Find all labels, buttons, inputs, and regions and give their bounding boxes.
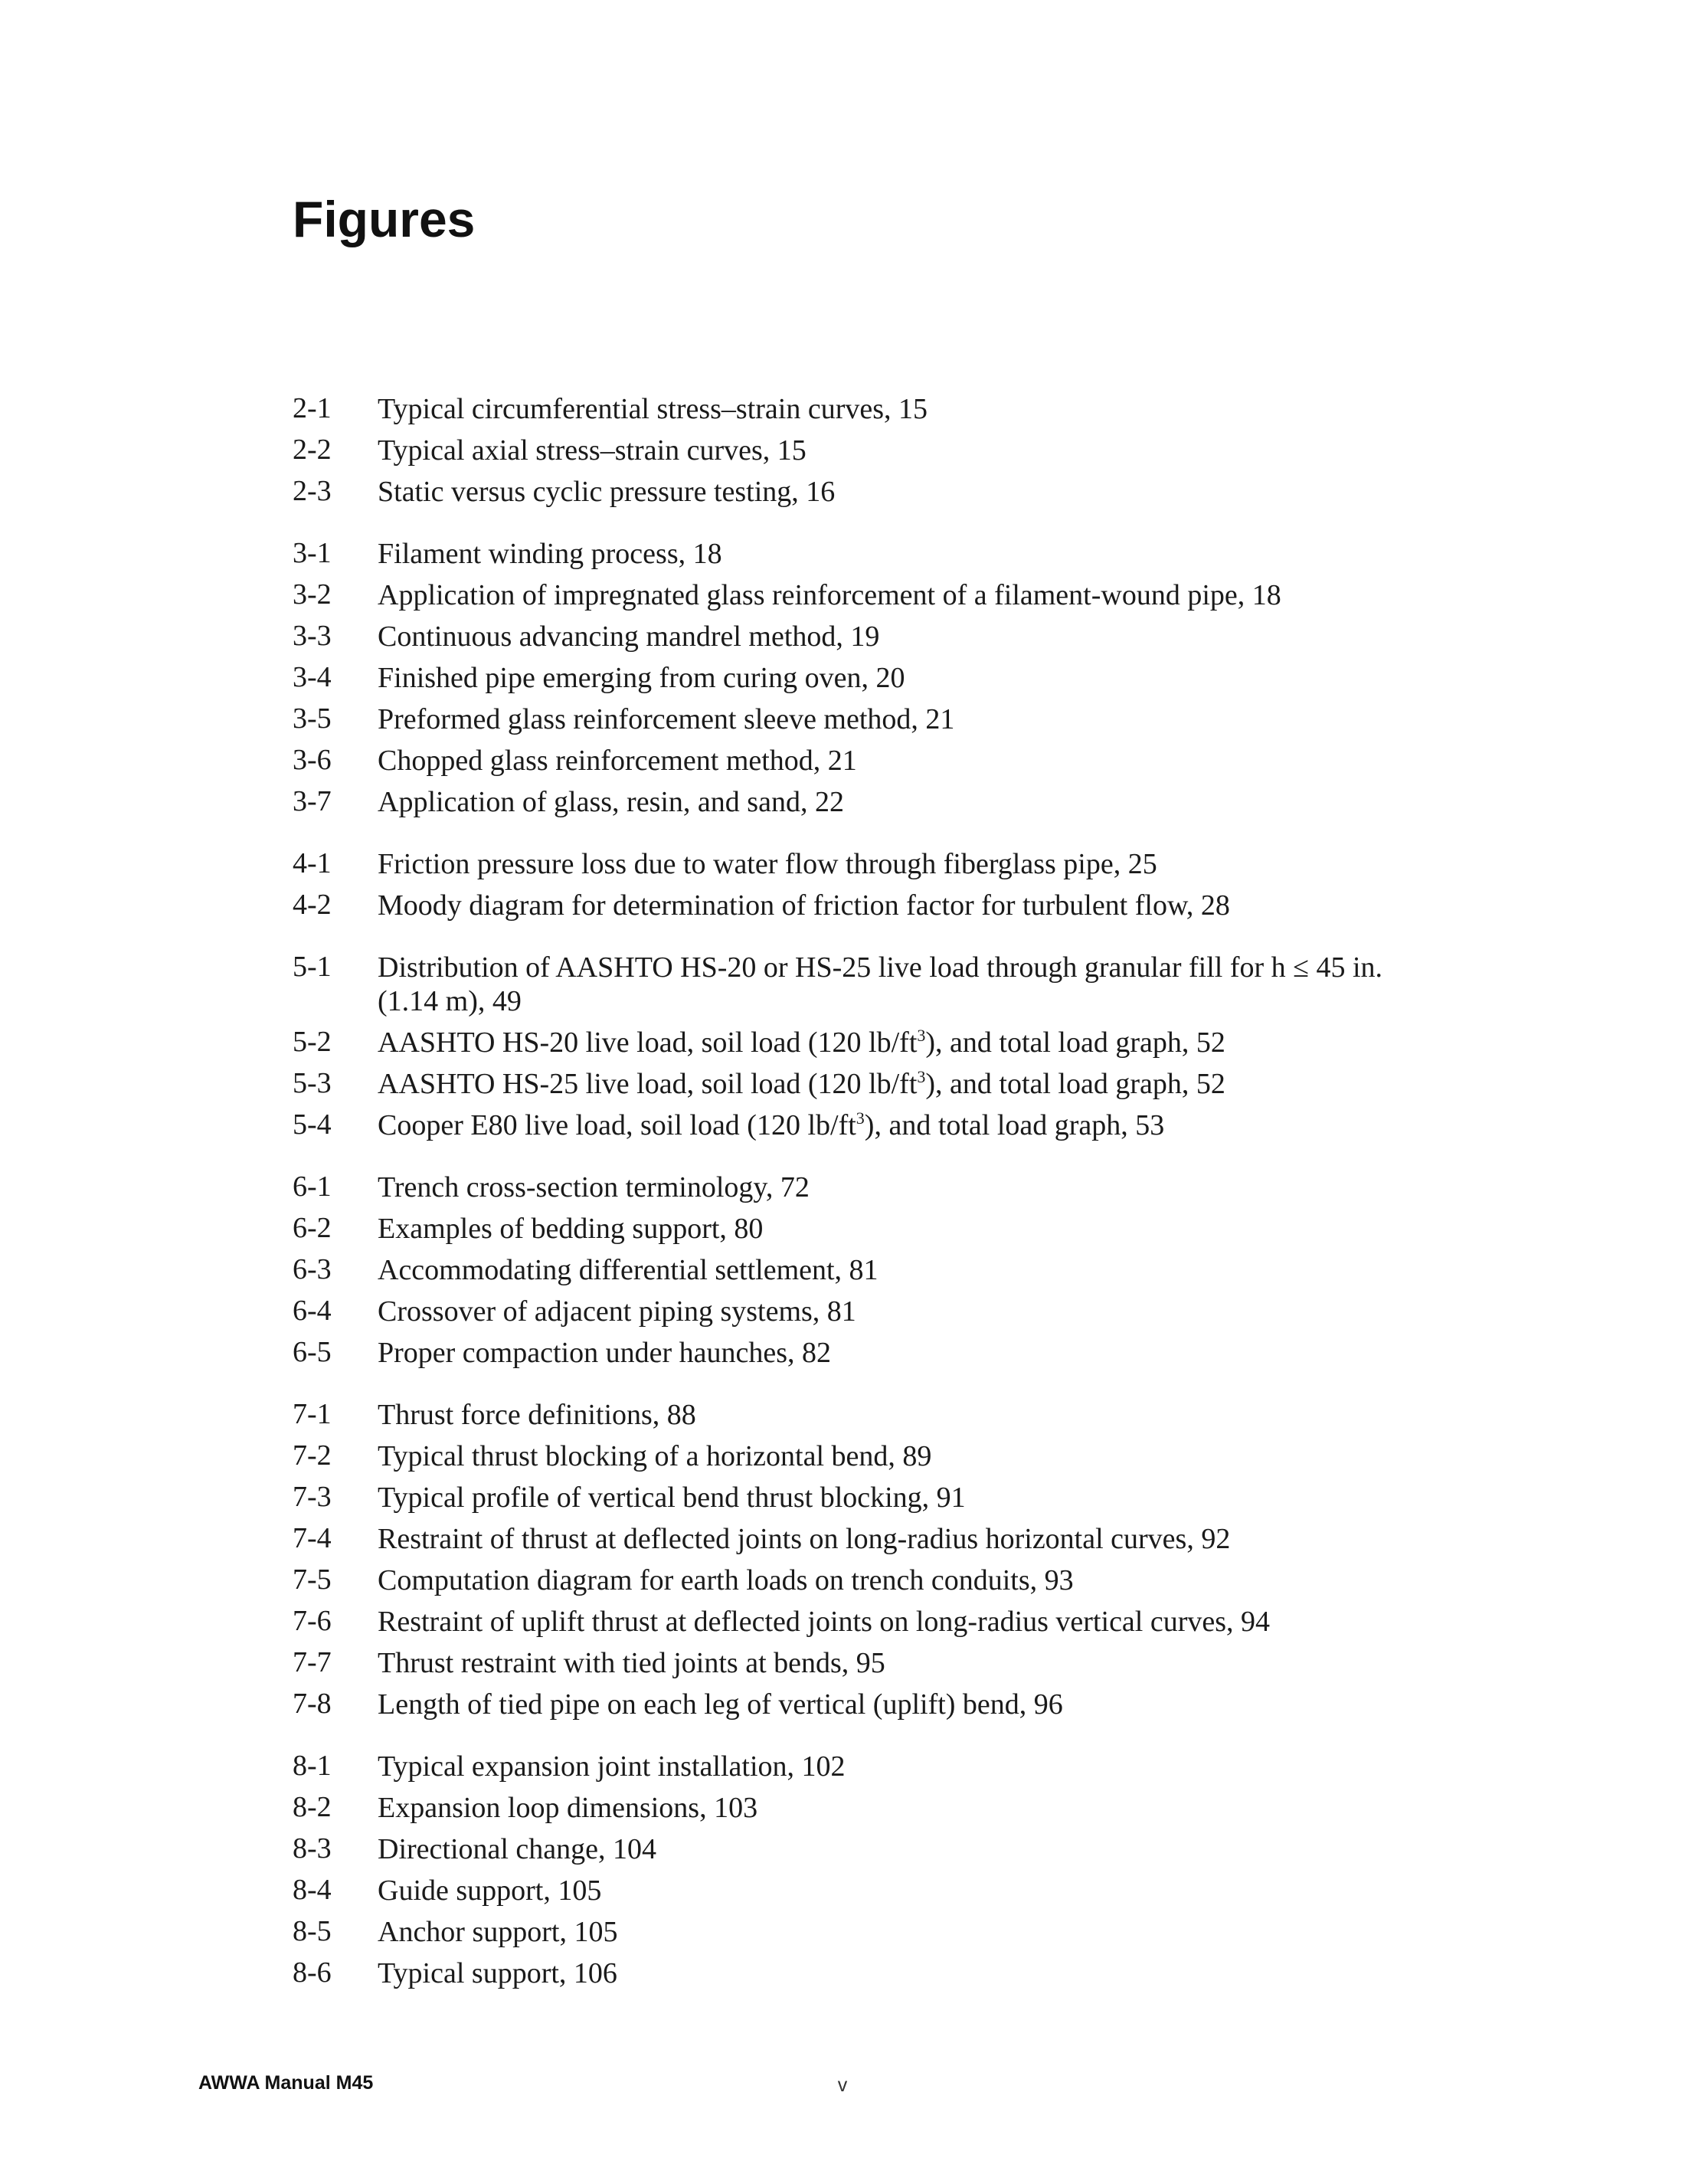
figure-group xyxy=(293,947,1411,1146)
figure-title-text: Directional change, 104 xyxy=(378,1833,657,1865)
figure-title xyxy=(378,1953,1411,1994)
figure-title xyxy=(378,1105,1411,1146)
figure-entry xyxy=(293,616,1411,657)
figure-number: 7-5 xyxy=(293,1564,332,1596)
figure-number: 8-5 xyxy=(293,1915,332,1947)
figure-title xyxy=(378,1829,1411,1870)
figure-title-text: ), and total load graph, 53 xyxy=(864,1109,1165,1141)
figure-number: 3-3 xyxy=(293,620,332,652)
figure-number: 6-2 xyxy=(293,1212,332,1244)
figure-title xyxy=(378,740,1411,781)
figure-number: 8-2 xyxy=(293,1791,332,1823)
figure-number: 6-3 xyxy=(293,1253,332,1285)
figure-title-text: Static versus cyclic pressure testing, 16 xyxy=(378,476,836,508)
figure-number: 3-4 xyxy=(293,661,332,693)
figure-title-text: Thrust force definitions, 88 xyxy=(378,1399,696,1431)
figure-title-text: Distribution of AASHTO HS-20 or HS-25 live load through granular fill for h ≤ 45 in. (1.14 m), 49 xyxy=(378,951,1383,1017)
figure-entry xyxy=(293,1953,1411,1994)
figure-title-text: AASHTO HS-20 live load, soil load (120 lb/ft xyxy=(378,1027,918,1059)
superscript: 3 xyxy=(917,1067,926,1086)
figure-title xyxy=(378,1063,1411,1105)
figure-entry xyxy=(293,699,1411,740)
figure-entry xyxy=(293,1870,1411,1911)
figure-title xyxy=(378,471,1411,512)
figure-entry xyxy=(293,1560,1411,1601)
figure-title-text: Computation diagram for earth loads on trench conduits, 93 xyxy=(378,1564,1074,1596)
figure-entry xyxy=(293,1518,1411,1560)
figure-title xyxy=(378,1684,1411,1725)
figure-entry xyxy=(293,1332,1411,1374)
page-title: Figures xyxy=(293,191,476,247)
figure-title xyxy=(378,843,1411,885)
figure-number: 5-4 xyxy=(293,1108,332,1141)
figure-number: 6-5 xyxy=(293,1336,332,1368)
figure-group xyxy=(293,1746,1411,1994)
figure-entry xyxy=(293,1167,1411,1208)
figure-entry xyxy=(293,1684,1411,1725)
figure-entry xyxy=(293,1063,1411,1105)
figure-number: 8-4 xyxy=(293,1874,332,1906)
figure-title-text: Accommodating differential settlement, 81 xyxy=(378,1254,878,1286)
figure-number: 5-1 xyxy=(293,951,332,983)
figure-entry xyxy=(293,430,1411,471)
figure-title-text: Examples of bedding support, 80 xyxy=(378,1213,764,1245)
figure-title-text: Typical support, 106 xyxy=(378,1957,617,1989)
figure-title-text: Proper compaction under haunches, 82 xyxy=(378,1337,831,1369)
figure-number: 2-2 xyxy=(293,434,332,466)
figure-number: 8-3 xyxy=(293,1832,332,1865)
footer-publication: AWWA Manual M45 xyxy=(198,2072,374,2094)
figure-title xyxy=(378,1642,1411,1684)
figure-number: 2-1 xyxy=(293,392,332,424)
figure-entry xyxy=(293,1022,1411,1063)
figure-entry xyxy=(293,885,1411,926)
figure-title-text: Preformed glass reinforcement sleeve method, 21 xyxy=(378,703,955,735)
figure-title xyxy=(378,657,1411,699)
figure-title xyxy=(378,430,1411,471)
figure-entry xyxy=(293,471,1411,512)
figure-group xyxy=(293,1394,1411,1725)
figure-entry xyxy=(293,1911,1411,1953)
figure-number: 3-7 xyxy=(293,785,332,817)
footer-page-number: v xyxy=(837,2074,848,2096)
figure-title-text: Finished pipe emerging from curing oven, 20 xyxy=(378,662,905,694)
figure-number: 6-4 xyxy=(293,1295,332,1327)
figure-title xyxy=(378,699,1411,740)
figure-title-text: Restraint of uplift thrust at deflected joints on long-radius vertical curves, 94 xyxy=(378,1606,1271,1638)
figure-number: 7-3 xyxy=(293,1481,332,1513)
figure-title xyxy=(378,1477,1411,1518)
figure-title xyxy=(378,388,1411,430)
figure-title xyxy=(378,616,1411,657)
figure-title xyxy=(378,1249,1411,1291)
figure-title-text: Friction pressure loss due to water flow through fiberglass pipe, 25 xyxy=(378,848,1157,880)
figure-title xyxy=(378,1022,1411,1063)
figure-group xyxy=(293,388,1411,512)
figure-group xyxy=(293,1167,1411,1374)
figure-title xyxy=(378,575,1411,616)
figure-entry xyxy=(293,1829,1411,1870)
figure-entry xyxy=(293,843,1411,885)
figure-title-text: Typical expansion joint installation, 102 xyxy=(378,1750,846,1783)
figure-number: 4-2 xyxy=(293,889,332,921)
figure-number: 7-8 xyxy=(293,1688,332,1720)
figure-entry xyxy=(293,740,1411,781)
figure-title xyxy=(378,1208,1411,1249)
figure-title-text: Filament winding process, 18 xyxy=(378,538,722,570)
figure-title xyxy=(378,1787,1411,1829)
figure-group xyxy=(293,533,1411,823)
superscript: 3 xyxy=(917,1026,926,1045)
figure-title-text: Trench cross-section terminology, 72 xyxy=(378,1171,810,1203)
figure-list xyxy=(293,388,1411,2015)
figure-number: 7-7 xyxy=(293,1646,332,1678)
figure-entry xyxy=(293,1436,1411,1477)
figure-entry xyxy=(293,575,1411,616)
figure-title xyxy=(378,1911,1411,1953)
figure-title xyxy=(378,1332,1411,1374)
figure-title-text: Anchor support, 105 xyxy=(378,1916,618,1948)
figure-entry xyxy=(293,1477,1411,1518)
figure-number: 7-4 xyxy=(293,1522,332,1554)
figure-number: 3-1 xyxy=(293,537,332,569)
figure-entry xyxy=(293,388,1411,430)
figure-title-text: Typical circumferential stress–strain curves, 15 xyxy=(378,393,928,425)
figure-title-text: Crossover of adjacent piping systems, 81 xyxy=(378,1295,856,1328)
figure-title-text: Guide support, 105 xyxy=(378,1875,602,1907)
figure-entry xyxy=(293,1105,1411,1146)
figure-number: 7-6 xyxy=(293,1605,332,1637)
figure-number: 5-3 xyxy=(293,1067,332,1099)
figure-number: 3-5 xyxy=(293,702,332,735)
figure-number: 8-6 xyxy=(293,1956,332,1989)
figure-entry xyxy=(293,781,1411,823)
figure-title-text: Application of impregnated glass reinforcement of a filament-wound pipe, 18 xyxy=(378,579,1281,611)
figure-entry xyxy=(293,1208,1411,1249)
figure-entry xyxy=(293,657,1411,699)
figure-title-text: Length of tied pipe on each leg of vertical (uplift) bend, 96 xyxy=(378,1688,1063,1721)
figure-number: 8-1 xyxy=(293,1750,332,1782)
figure-entry xyxy=(293,1291,1411,1332)
figure-title xyxy=(378,533,1411,575)
figure-title xyxy=(378,1601,1411,1642)
figure-number: 3-2 xyxy=(293,578,332,611)
figure-group xyxy=(293,843,1411,926)
figure-title-text: ), and total load graph, 52 xyxy=(925,1068,1225,1100)
figure-title-text: Restraint of thrust at deflected joints on long-radius horizontal curves, 92 xyxy=(378,1523,1231,1555)
figure-title-text: AASHTO HS-25 live load, soil load (120 lb/ft xyxy=(378,1068,918,1100)
figure-entry xyxy=(293,947,1411,1022)
figure-number: 7-2 xyxy=(293,1439,332,1472)
figure-title xyxy=(378,1436,1411,1477)
figure-title-text: Application of glass, resin, and sand, 22 xyxy=(378,786,844,818)
figure-entry xyxy=(293,1642,1411,1684)
figure-title xyxy=(378,781,1411,823)
figure-title-text: Typical thrust blocking of a horizontal bend, 89 xyxy=(378,1440,932,1472)
figure-number: 3-6 xyxy=(293,744,332,776)
figure-title xyxy=(378,1560,1411,1601)
figure-entry xyxy=(293,1249,1411,1291)
figure-entry xyxy=(293,1394,1411,1436)
figure-title-text: Typical axial stress–strain curves, 15 xyxy=(378,434,807,467)
figure-entry xyxy=(293,533,1411,575)
figure-title-text: Thrust restraint with tied joints at bends, 95 xyxy=(378,1647,885,1679)
figure-title-text: Chopped glass reinforcement method, 21 xyxy=(378,745,857,777)
figure-title xyxy=(378,885,1411,926)
figure-title-text: ), and total load graph, 52 xyxy=(925,1027,1225,1059)
figure-title-text: Continuous advancing mandrel method, 19 xyxy=(378,620,880,653)
figure-title xyxy=(378,1167,1411,1208)
figure-title-text: Moody diagram for determination of friction factor for turbulent flow, 28 xyxy=(378,889,1230,922)
superscript: 3 xyxy=(856,1108,865,1128)
figure-title xyxy=(378,1746,1411,1787)
figure-entry xyxy=(293,1746,1411,1787)
figure-number: 5-2 xyxy=(293,1026,332,1058)
figure-number: 7-1 xyxy=(293,1398,332,1430)
figure-entry xyxy=(293,1601,1411,1642)
figure-title xyxy=(378,1870,1411,1911)
figure-title-text: Typical profile of vertical bend thrust blocking, 91 xyxy=(378,1482,966,1514)
figure-number: 6-1 xyxy=(293,1171,332,1203)
figure-number: 4-1 xyxy=(293,847,332,879)
figure-title xyxy=(378,1291,1411,1332)
figure-number: 2-3 xyxy=(293,475,332,507)
figure-title-text: Cooper E80 live load, soil load (120 lb/ft xyxy=(378,1109,856,1141)
figure-title xyxy=(378,1394,1411,1436)
figure-title-text: Expansion loop dimensions, 103 xyxy=(378,1792,758,1824)
figure-title xyxy=(378,1518,1411,1560)
figure-entry xyxy=(293,1787,1411,1829)
figure-title xyxy=(378,947,1411,1022)
